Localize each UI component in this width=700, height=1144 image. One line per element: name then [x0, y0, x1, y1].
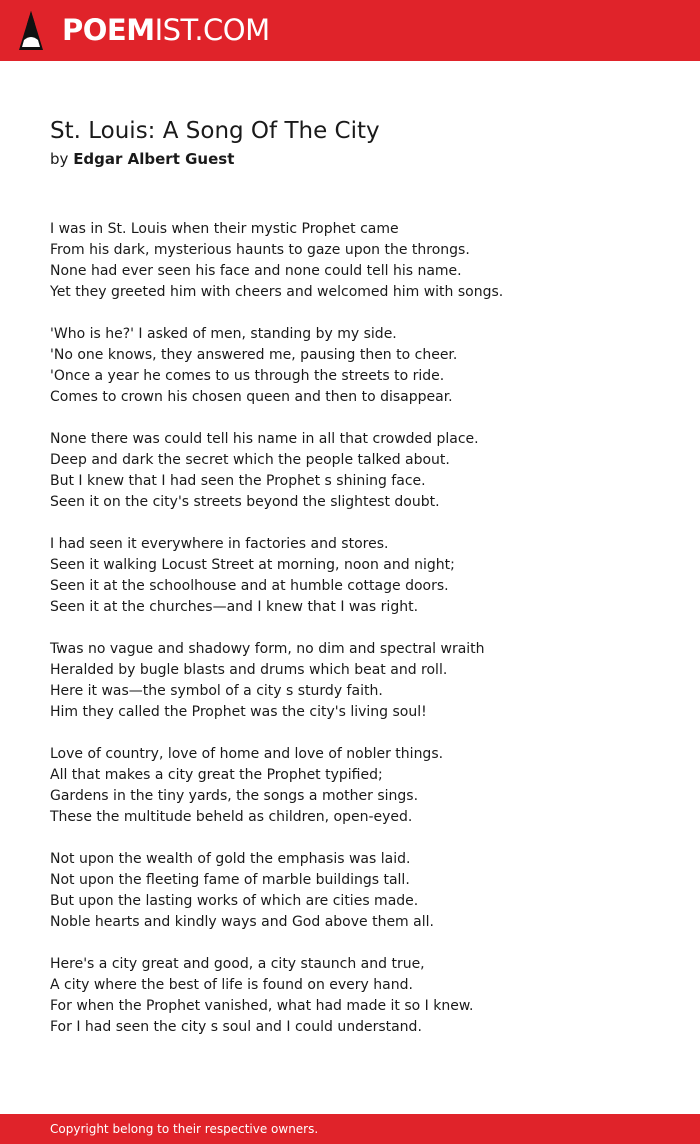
logo-text-light: IST.COM [154, 13, 270, 47]
poem-line: 'Who is he?' I asked of men, standing by my side. [50, 326, 397, 342]
stanza [50, 744, 670, 828]
stanza [50, 639, 670, 723]
poem-line: These the multitude beheld as children, open-eyed. [50, 809, 413, 825]
poem-line: For I had seen the city s soul and I could understand. [50, 1019, 422, 1035]
poem-line: But upon the lasting works of which are cities made. [50, 893, 419, 909]
stanza [50, 534, 670, 618]
site-logo[interactable] [62, 13, 270, 47]
stanza [50, 849, 670, 933]
poem-line: Love of country, love of home and love of nobler things. [50, 746, 444, 762]
poem-line: All that makes a city great the Prophet typified; [50, 767, 383, 783]
poem-line: Gardens in the tiny yards, the songs a mother sings. [50, 788, 419, 804]
poem-line: I was in St. Louis when their mystic Prophet came [50, 221, 399, 237]
poem-line: None there was could tell his name in all that crowded place. [50, 431, 479, 447]
poem-line: Yet they greeted him with cheers and welcomed him with songs. [50, 284, 504, 300]
poem-line: Seen it at the schoolhouse and at humble cottage doors. [50, 578, 449, 594]
author-name: Edgar Albert Guest [73, 150, 235, 168]
poem-line: Heralded by bugle blasts and drums which beat and roll. [50, 662, 448, 678]
site-footer [0, 1114, 700, 1144]
poem-line: Him they called the Prophet was the city's living soul! [50, 704, 427, 720]
poem-line: But I knew that I had seen the Prophet s shining face. [50, 473, 426, 489]
poem-line: 'Once a year he comes to us through the streets to ride. [50, 368, 445, 384]
poem-line: I had seen it everywhere in factories and stores. [50, 536, 389, 552]
by-label: by [50, 150, 69, 168]
poem-line: Here it was—the symbol of a city s sturdy faith. [50, 683, 383, 699]
poem-line: A city where the best of life is found on every hand. [50, 977, 413, 993]
poem-body [50, 219, 670, 1059]
stanza [50, 324, 670, 408]
stanza [50, 954, 670, 1038]
site-header [0, 0, 700, 61]
copyright-text: Copyright belong to their respective owners. [50, 1122, 319, 1136]
poem-line: For when the Prophet vanished, what had made it so I knew. [50, 998, 474, 1014]
poem-line: Seen it on the city's streets beyond the slightest doubt. [50, 494, 440, 510]
poem-line: None had ever seen his face and none could tell his name. [50, 263, 462, 279]
poem-line: Deep and dark the secret which the people talked about. [50, 452, 450, 468]
poem-line: Not upon the fleeting fame of marble buildings tall. [50, 872, 410, 888]
poem-line: Seen it walking Locust Street at morning, noon and night; [50, 557, 455, 573]
poem-line: Noble hearts and kindly ways and God above them all. [50, 914, 434, 930]
poem-line: 'No one knows, they answered me, pausing then to cheer. [50, 347, 458, 363]
stanza [50, 219, 670, 303]
poem-line: Not upon the wealth of gold the emphasis was laid. [50, 851, 411, 867]
logo-text-bold: POEM [62, 13, 155, 47]
poem-title: St. Louis: A Song Of The City [50, 118, 380, 144]
byline [50, 149, 234, 169]
poem-line: Twas no vague and shadowy form, no dim and spectral wraith [50, 641, 485, 657]
poem-line: Here's a city great and good, a city staunch and true, [50, 956, 425, 972]
poem-line: Seen it at the churches—and I knew that I was right. [50, 599, 419, 615]
pencil-tip-icon[interactable] [18, 10, 44, 51]
poem-line: From his dark, mysterious haunts to gaze upon the throngs. [50, 242, 470, 258]
stanza [50, 429, 670, 513]
poem-line: Comes to crown his chosen queen and then to disappear. [50, 389, 453, 405]
